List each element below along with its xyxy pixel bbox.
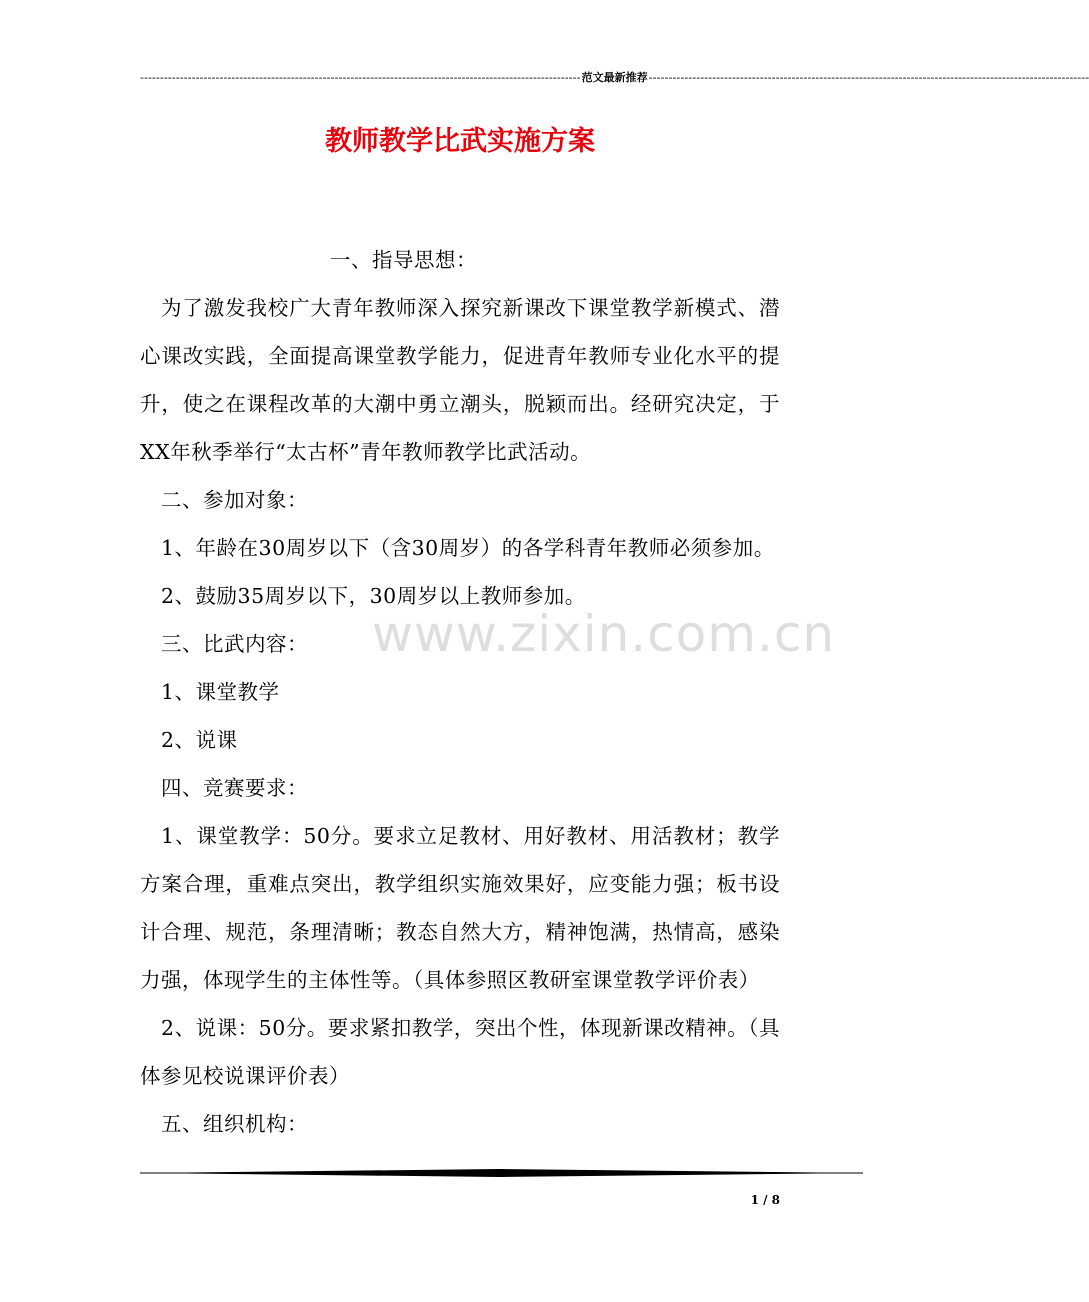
header-dashes-right: --------------------------------------------------------------------------------------------------------------- xyxy=(648,71,1089,84)
paragraph-participants-1: 1、年龄在30周岁以下（含30周岁）的各学科青年教师必须参加。 xyxy=(161,536,775,560)
section-heading-participants: 二、参加对象： xyxy=(161,488,308,512)
footer-rule xyxy=(140,1168,863,1178)
paragraph-content-2: 2、说课 xyxy=(161,728,238,752)
paragraph-content-1: 1、课堂教学 xyxy=(161,680,280,704)
page-number: 1 / 8 xyxy=(750,1193,780,1207)
paragraph-purpose: 为了激发我校广大青年教师深入探究新课改下课堂教学新模式、潜心课改实践，全面提高课堂教学能力，促进青年教师专业化水平的提升，使之在课程改革的大潮中勇立潮头，脱颖而出。经研究决定，于XX年秋季举行“太古杯”青年教师教学比武活动。 xyxy=(140,296,780,464)
paragraph-participants-2: 2、鼓励35周岁以下，30周岁以上教师参加。 xyxy=(161,584,586,608)
paragraph-requirements-1: 1、课堂教学：50分。要求立足教材、用好教材、用活教材；教学方案合理，重难点突出，教学组织实施效果好，应变能力强；板书设计合理、规范，条理清晰；教态自然大方，精神饱满，热情高，感染力强，体现学生的主体性等。（具体参照区教研室课堂教学评价表） xyxy=(140,824,780,992)
document-body xyxy=(140,236,780,1148)
section-heading-content: 三、比武内容： xyxy=(161,632,308,656)
header-dashes-left: --------------------------------------------------------------------------------------------------------------- xyxy=(140,71,581,84)
section-heading-organization: 五、组织机构： xyxy=(161,1112,308,1136)
paragraph-requirements-2: 2、说课：50分。要求紧扣教学，突出个性，体现新课改精神。（具体参见校说课评价表） xyxy=(140,1016,780,1088)
watermark-text: www.zixin.com.cn xyxy=(372,605,836,663)
section-heading-requirements: 四、竞赛要求： xyxy=(161,776,308,800)
document-title: 教师教学比武实施方案 xyxy=(325,126,595,157)
page-header xyxy=(140,70,1089,86)
section-heading-guiding-ideology: 一、指导思想： xyxy=(330,248,477,272)
header-title: 范文最新推荐 xyxy=(581,71,648,84)
